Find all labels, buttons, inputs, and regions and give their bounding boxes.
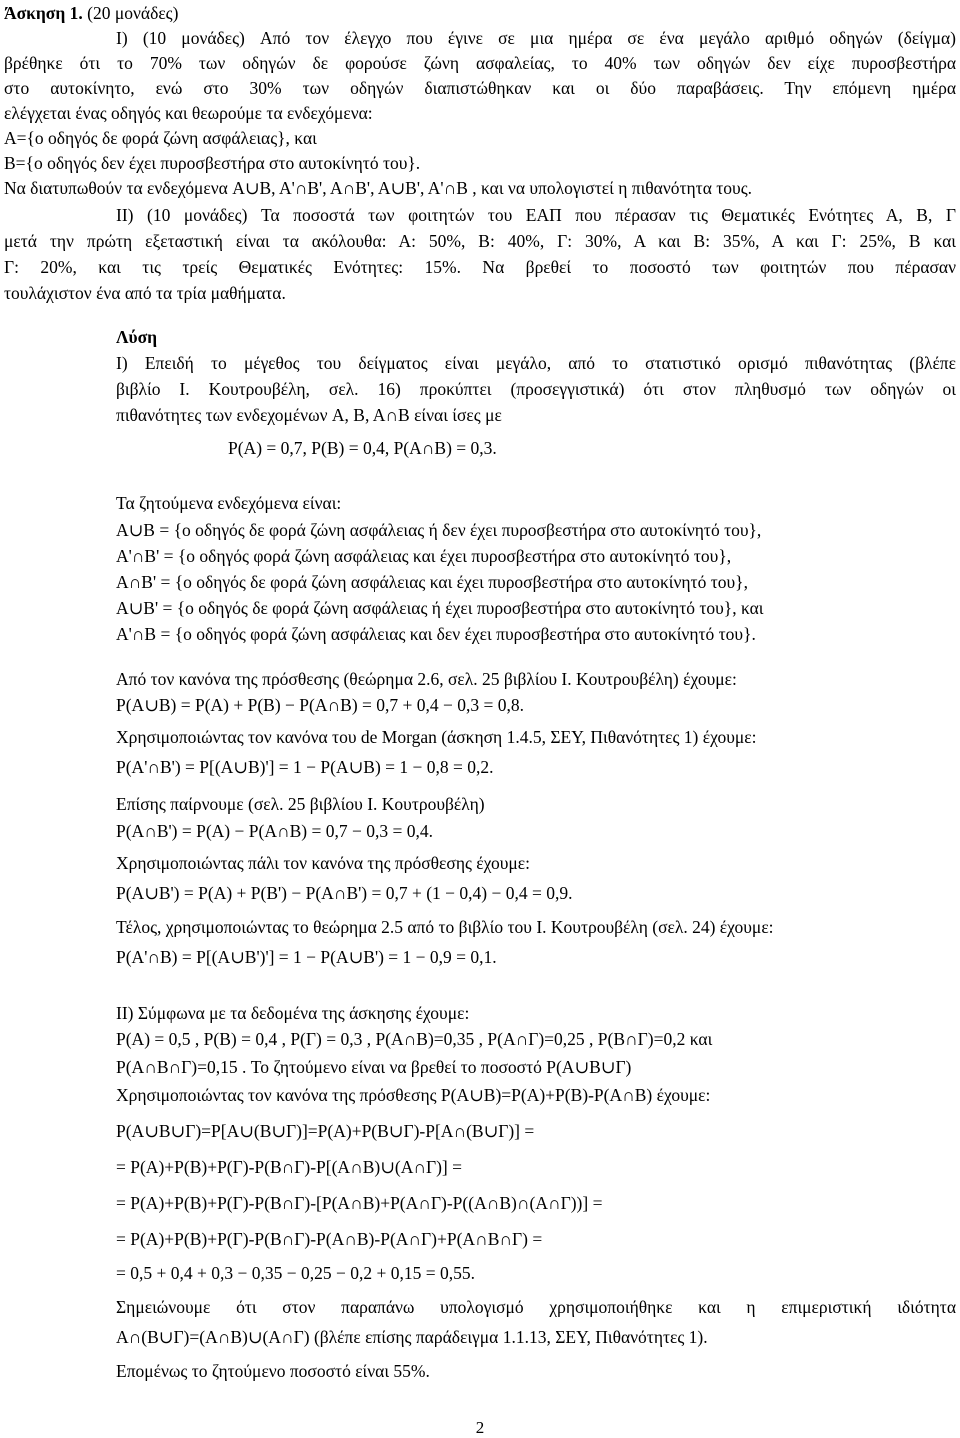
derivation-result: = 0,5 + 0,4 + 0,3 − 0,35 − 0,25 − 0,2 + 0,15 = 0,55.: [116, 1263, 475, 1283]
problem-heading: [4, 2, 178, 24]
part1-line: ελέγχεται ένας οδηγός και θεωρούμε τα ενδεχόμενα:: [4, 103, 373, 123]
step-formula: P(A'∩B') = P[(A∪B)'] = 1 − P(A∪B) = 1 − 0,8 = 0,2.: [116, 757, 494, 777]
page-number: 2: [475, 1418, 485, 1437]
events-label: Τα ζητούμενα ενδεχόμενα είναι:: [116, 493, 342, 513]
step-text: Χρησιμοποιώντας τον κανόνα του de Morgan (άσκηση 1.4.5, ΣΕΥ, Πιθανότητες 1) έχουμε:: [116, 727, 757, 747]
step-formula: P(A∩B') = P(A) − P(A∩B) = 0,7 − 0,3 = 0,4.: [116, 821, 433, 841]
part2-line: τουλάχιστον ένα από τα τρία μαθήματα.: [4, 283, 286, 303]
step-formula: P(A'∩B) = P[(A∪B')'] = 1 − P(A∪B') = 1 − 0,9 = 0,1.: [116, 947, 497, 967]
conclusion: Επομένως το ζητούμενο ποσοστό είναι 55%.: [116, 1361, 430, 1381]
derivation-line: P(A∪B∪Γ)=P[A∪(B∪Γ)]=P(A)+P(B∪Γ)-P[A∩(B∪Γ)] =: [116, 1121, 535, 1141]
step-formula: P(A∪B) = P(A) + P(B) − P(A∩B) = 0,7 + 0,4 − 0,3 = 0,8.: [116, 695, 524, 715]
solution-heading: Λύση: [116, 327, 158, 347]
part1-question: Να διατυπωθούν τα ενδεχόμενα A∪B, A'∩B', A∩B', A∪B', A'∩B , και να υπολογιστεί η πιθανότητα τους.: [4, 178, 753, 198]
part2-given: P(A) = 0,5 , P(B) = 0,4 , P(Γ) = 0,3 , P(A∩B)=0,35 , P(A∩Γ)=0,25 , P(B∩Γ)=0,2 και: [116, 1029, 713, 1049]
event-item: A∪B' = {ο οδηγός δε φορά ζώνη ασφάλειας ή έχει πυροσβεστήρα στο αυτοκίνητό του}, και: [116, 598, 764, 618]
event-item: A'∩B = {ο οδηγός φορά ζώνη ασφάλειας και δεν έχει πυροσβεστήρα στο αυτοκίνητό του}.: [116, 624, 756, 644]
solution-intro-line: βιβλίο Ι. Κουτρουβέλη, σελ. 16) προκύπτει (προσεγγιστικά) ότι στον πληθυσμό των οδηγών οι: [116, 379, 956, 399]
derivation-line: = P(A)+P(B)+P(Γ)-P(B∩Γ)-[P(A∩B)+P(A∩Γ)-P((A∩B)∩(A∩Γ))] =: [116, 1193, 603, 1213]
event-item: A'∩B' = {ο οδηγός φορά ζώνη ασφάλειας και έχει πυροσβεστήρα στο αυτοκίνητό του},: [116, 546, 732, 566]
part2-rule: Χρησιμοποιώντας τον κανόνα της πρόσθεσης P(A∪B)=P(A)+P(B)-P(A∩B) έχουμε:: [116, 1085, 711, 1105]
derivation-line: = P(A)+P(B)+P(Γ)-P(B∩Γ)-P(A∩B)-P(A∩Γ)+P(A∩B∩Γ) =: [116, 1229, 543, 1249]
problem-points: (20 μονάδες): [82, 3, 179, 23]
part2-given: P(A∩B∩Γ)=0,15 . Το ζητούμενο είναι να βρεθεί το ποσοστό P(A∪B∪Γ): [116, 1057, 632, 1077]
part1-line: I) (10 μονάδες) Από τον έλεγχο που έγινε σε μια ημέρα σε ένα μεγάλο αριθμό οδηγών (δείγμα): [116, 28, 956, 48]
part1-line: στο αυτοκίνητο, ενώ στο 30% των οδηγών διαπιστώθηκαν και οι δύο παραβάσεις. Την επόμενη ημέρα: [4, 78, 956, 98]
part2-line: II) (10 μονάδες) Τα ποσοστά των φοιτητών του ΕΑΠ που πέρασαν τις Θεματικές Ενότητες Α, Β, Γ: [116, 205, 956, 225]
event-item: A∪B = {ο οδηγός δε φορά ζώνη ασφάλειας ή δεν έχει πυροσβεστήρα στο αυτοκίνητό του},: [116, 520, 762, 540]
step-text: Χρησιμοποιώντας πάλι τον κανόνα της πρόσθεσης έχουμε:: [116, 853, 531, 873]
problem-title: Άσκηση 1.: [4, 3, 83, 23]
part2-intro: II) Σύμφωνα με τα δεδομένα της άσκησης έχουμε:: [116, 1003, 470, 1023]
step-formula: P(A∪B') = P(A) + P(B') − P(A∩B') = 0,7 + (1 − 0,4) − 0,4 = 0,9.: [116, 883, 573, 903]
derivation-line: = P(A)+P(B)+P(Γ)-P(B∩Γ)-P[(A∩B)∪(A∩Γ)] =: [116, 1157, 462, 1177]
event-b-definition: B={ο οδηγός δεν έχει πυροσβεστήρα στο αυτοκίνητό του}.: [4, 153, 421, 173]
part2-line: μετά την πρώτη εξεταστική είναι τα ακόλουθα: Α: 50%, Β: 40%, Γ: 30%, Α και Β: 35%, Α και Γ: 25%, Β και: [4, 231, 956, 251]
note-line: A∩(B∪Γ)=(A∩B)∪(A∩Γ) (βλέπε επίσης παράδειγμα 1.1.13, ΣΕΥ, Πιθανότητες 1).: [116, 1327, 708, 1347]
part1-line: βρέθηκε ότι το 70% των οδηγών δε φορούσε ζώνη ασφαλείας, το 40% των οδηγών δεν είχε πυροσβεστήρα: [4, 53, 956, 73]
step-text: Από τον κανόνα της πρόσθεσης (θεώρημα 2.6, σελ. 25 βιβλίου Ι. Κουτρουβέλη) έχουμε:: [116, 669, 737, 689]
note-line: Σημειώνουμε ότι στον παραπάνω υπολογισμό χρησιμοποιήθηκε και η επιμεριστική ιδιότητα: [116, 1297, 956, 1317]
solution-intro-line: I) Επειδή το μέγεθος του δείγματος είναι μεγάλο, από το στατιστικό ορισμό πιθανότητας (βλέπε: [116, 353, 956, 373]
step-text: Τέλος, χρησιμοποιώντας το θεώρημα 2.5 από το βιβλίο του Ι. Κουτρουβέλη (σελ. 24) έχουμε:: [116, 917, 774, 937]
solution-intro-line: πιθανότητες των ενδεχομένων A, B, A∩B είναι ίσες με: [116, 405, 502, 425]
event-a-definition: A={ο οδηγός δε φορά ζώνη ασφάλειας}, και: [4, 128, 317, 148]
part2-line: Γ: 20%, και τις τρείς Θεματικές Ενότητες: 15%. Να βρεθεί το ποσοστό των φοιτητών που πέρασαν: [4, 257, 956, 277]
step-text: Επίσης παίρνουμε (σελ. 25 βιβλίου Ι. Κουτρουβέλη): [116, 794, 485, 814]
given-probabilities: P(A) = 0,7, P(B) = 0,4, P(A∩B) = 0,3.: [228, 438, 497, 458]
event-item: A∩B' = {ο οδηγός δε φορά ζώνη ασφάλειας και έχει πυροσβεστήρα στο αυτοκίνητό του},: [116, 572, 748, 592]
